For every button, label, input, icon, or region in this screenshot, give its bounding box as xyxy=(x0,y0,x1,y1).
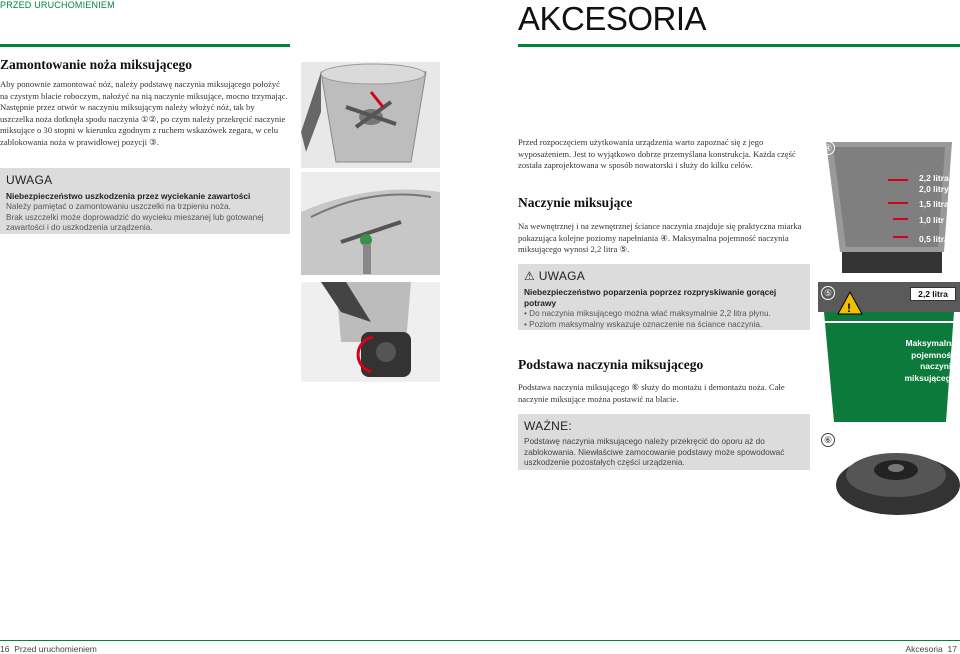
footer-left-label: Przed uruchomieniem xyxy=(14,644,97,654)
level-label: 1,5 litra xyxy=(919,199,949,209)
level-label: 2,2 litra xyxy=(919,173,949,183)
warning-title: UWAGA xyxy=(6,173,53,187)
knife-photo-2 xyxy=(301,172,440,275)
bowl-paragraph: Na wewnętrznej i na zewnętrznej ściance naczynia znajduje się praktyczna miarka pokazująca kolejne poziomy napełniania ④. Maksymalna pojemność naczynia miksującego wynosi 2,2 litra ⑤. xyxy=(518,221,802,254)
footer-rule xyxy=(0,640,960,641)
warning-triangle-icon: ⚠ xyxy=(524,269,539,283)
warning-subtitle: Niebezpieczeństwo poparzenia poprzez rozpryskiwanie gorącej potrawy xyxy=(524,287,777,308)
bullet-text: Do naczynia miksującego można wlać maksymalnie 2,2 litra płynu. xyxy=(529,309,771,318)
knife-photo-3 xyxy=(301,282,440,382)
note-text: Podstawę naczynia miksującego należy przekręcić do oporu aż do zablokowania. Niewłaściwe zamocowanie podstawy może spowodować uszkodzenie pozostałych części urządzenia. xyxy=(524,437,785,467)
level-label: 0,5 litra xyxy=(919,234,949,244)
left-rule xyxy=(0,44,290,47)
level-label: 1,0 litr xyxy=(919,215,945,225)
base-paragraph: Podstawa naczynia miksującego ⑥ służy do montażu i demontażu noża. Całe naczynie miksujące można postawić na blacie. xyxy=(518,382,785,404)
intro-paragraph: Przed rozpoczęciem użytkowania urządzenia warto zapoznać się z jego wyposażeniem. Jest to wyjątkowo dobrze przemyślana konstrukcja. Każda część została zaprojektowana w sposób nowatorski i służy do kilku celów. xyxy=(518,137,796,170)
warning-line: Należy pamiętać o zamontowaniu uszczelki na trzpieniu noża. xyxy=(6,202,231,211)
note-box xyxy=(518,414,810,470)
knife-paragraph: Aby ponownie zamontować nóż, należy podstawę naczynia miksującego położyć na czystym blacie roboczym, nałożyć na nią naczynie miksujące, mocno trzymając. Następnie przez otwór w naczyniu miksującym należy włożyć nóż, tak by uszczelka noża dotknęła spodu naczynia ①②, po czym należy przekręcić naczynie miksujące o 30 stopni w kierunku zgodnym z ruchem wskazówek zegara, w celu zablokowania noża w prawidłowej pozycji ③. xyxy=(0,79,288,147)
warning-bullet: • Do naczynia miksującego można wlać maksymalnie 2,2 litra płynu. xyxy=(524,309,771,318)
section-label: PRZED URUCHOMIENIEM xyxy=(0,0,115,10)
right-rule xyxy=(518,44,960,47)
base-photo-6 xyxy=(818,430,960,530)
svg-text:!: ! xyxy=(847,301,851,315)
knife-heading: Zamontowanie noża miksującego xyxy=(0,57,192,72)
warning-bullet: • Poziom maksymalny wskazuje oznaczenie na ściance naczynia. xyxy=(524,319,763,329)
footer-right-label: Akcesoria xyxy=(905,644,943,654)
knife-photo-1 xyxy=(301,62,440,168)
note-title: WAŻNE: xyxy=(524,419,573,433)
knife-warning-box xyxy=(0,168,290,234)
bowl-heading: Naczynie miksujące xyxy=(518,195,633,210)
figure-number: ⑥ xyxy=(821,433,835,447)
level-label: 2,0 litry xyxy=(919,184,949,194)
page-number-right: 17 xyxy=(947,644,957,654)
warning-subtitle: Niebezpieczeństwo uszkodzenia przez wyciekanie zawartości xyxy=(6,191,251,201)
max-capacity-label: Maksymalna pojemność naczynia miksującego xyxy=(904,338,956,383)
figure-number: ⑤ xyxy=(821,286,835,300)
bowl-warning-box xyxy=(518,264,810,330)
figure-number: ④ xyxy=(821,141,835,155)
bullet-text: Poziom maksymalny wskazuje oznaczenie na ściance naczynia. xyxy=(529,319,763,329)
base-heading: Podstawa naczynia miksującego xyxy=(518,357,704,372)
warning-title-row xyxy=(524,269,804,283)
warning-title: UWAGA xyxy=(538,269,586,283)
max-capacity-box: 2,2 litra xyxy=(910,287,956,301)
warning-line: Brak uszczelki może doprowadzić do wycieku mieszanej lub gotowanej zawartości i do uszkodzenia urządzenia. xyxy=(6,212,264,232)
page-number-left: 16 xyxy=(0,644,10,654)
page-title: AKCESORIA xyxy=(518,0,707,37)
